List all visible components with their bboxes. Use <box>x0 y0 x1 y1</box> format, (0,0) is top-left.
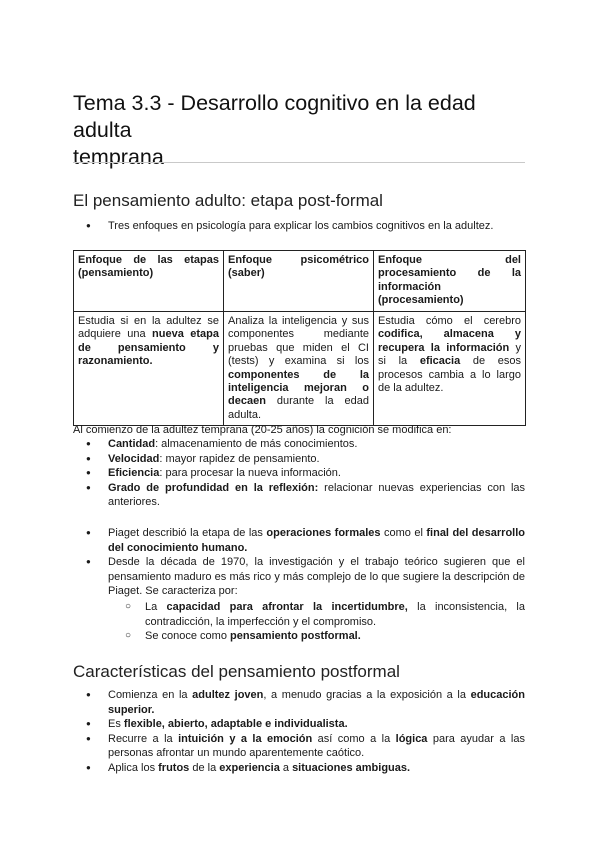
bullet-icon: ● <box>86 557 91 567</box>
item-bold-text: operaciones formales <box>266 527 381 539</box>
cell-bold-text: componentes de la inteligencia mejoran o decaen <box>228 368 369 408</box>
bullet-icon: ● <box>86 482 91 492</box>
intro-list <box>86 219 525 234</box>
list-item <box>86 452 525 467</box>
item-text: a <box>279 761 293 774</box>
item-bold-text: final del desarrollo del conocimiento humano. <box>108 527 525 554</box>
item-bold-text: lógica <box>395 732 428 745</box>
table-cell-psicometrico <box>224 312 374 426</box>
changes-list <box>86 437 526 510</box>
item-text: de la <box>189 761 220 774</box>
cell-bold-text: nueva etapa de pensamiento y razonamiento. <box>78 328 219 368</box>
item-text: como el <box>380 527 427 539</box>
bullet-icon: ● <box>86 733 91 743</box>
cell-bold-text: codifica, almacena y recupera la información <box>378 328 521 354</box>
approaches-table <box>73 250 526 426</box>
bullet-icon: ● <box>86 719 91 729</box>
item-bold-text: pensamiento postformal. <box>230 630 361 643</box>
item-text: así como a la <box>312 732 396 745</box>
table-header-cell <box>374 251 526 312</box>
cell-text: Estudia cómo el cerebro <box>378 315 521 327</box>
item-text: para ayudar a las personas afrontar un mundo aparentemente caótico. <box>108 732 525 760</box>
list-item <box>86 526 525 555</box>
list-item <box>86 555 525 599</box>
header-procesamiento: Enfoque del procesamiento de la información (procesamiento) <box>378 254 521 307</box>
characteristics-sublist <box>125 600 525 644</box>
item-text: : para procesar la nueva información. <box>159 467 341 480</box>
section-heading-pensamiento-adulto: El pensamiento adulto: etapa post-formal <box>73 191 383 210</box>
bullet-icon: ● <box>86 221 91 230</box>
intro-bullet-text: Tres enfoques en psicología para explicar los cambios cognitivos en la adultez. <box>108 220 494 232</box>
table-header-cell <box>74 251 224 312</box>
table-header-cell <box>224 251 374 312</box>
item-text: Se conoce como <box>145 630 230 643</box>
bullet-icon: ● <box>86 528 91 537</box>
item-bold-text: experiencia <box>219 761 280 774</box>
circle-bullet-icon: ○ <box>125 601 132 612</box>
cell-text: de esos procesos cambia a lo largo de la adultez. <box>378 355 521 395</box>
header-etapas: Enfoque de las etapas (pensamiento) <box>78 254 219 280</box>
title-line-2: temprana <box>73 145 164 169</box>
item-text: la inconsistencia, la contradicción, la imperfección y el compromiso. <box>145 601 525 628</box>
circle-bullet-icon: ○ <box>125 630 132 642</box>
bullet-icon: ● <box>86 690 91 699</box>
list-item <box>86 481 526 510</box>
table-cell-etapas <box>74 312 224 426</box>
cell-text: durante la edad adulta. <box>228 395 369 421</box>
list-item <box>86 219 525 234</box>
postformal-list <box>86 688 525 776</box>
bullet-icon: ● <box>86 468 91 478</box>
list-item <box>125 600 525 629</box>
list-item <box>86 688 525 717</box>
item-text: Piaget describió la etapa de las <box>108 527 267 539</box>
item-bold-text: educación superior. <box>108 689 525 716</box>
item-bold-text: adultez joven <box>192 689 264 701</box>
section-heading-postformal: Características del pensamiento postformal <box>73 662 400 681</box>
piaget-list <box>86 526 525 599</box>
item-text: La <box>145 601 167 613</box>
item-text: : mayor rapidez de pensamiento. <box>159 452 320 465</box>
item-text: relacionar nuevas experiencias con las anteriores. <box>108 481 526 509</box>
list-item <box>86 732 525 761</box>
item-text: Desde la década de 1970, la investigación y el trabajo teórico sugieren que el pensamiento maduro es más rico y más complejo de lo que sugiere la descripción de Piaget. Se caracteriza por: <box>108 556 525 598</box>
list-item <box>86 437 525 452</box>
item-text: : almacenamiento de más conocimientos. <box>155 438 358 450</box>
item-text: Aplica los <box>108 761 159 774</box>
item-text: , a menudo gracias a la exposición a la <box>263 689 471 701</box>
item-text: Recurre a la <box>108 732 179 745</box>
title-line-1: Tema 3.3 - Desarrollo cognitivo en la edad adulta <box>73 91 476 142</box>
table-cell-procesamiento <box>374 312 526 426</box>
item-bold-text: flexible, abierto, adaptable e individualista. <box>123 718 348 731</box>
page-title <box>73 90 533 171</box>
table-header-row <box>74 251 526 312</box>
item-bold-text: Velocidad <box>108 452 160 465</box>
header-psicometrico: Enfoque psicométrico (saber) <box>228 254 369 280</box>
cell-bold-text: eficacia <box>419 355 461 368</box>
item-bold-text: situaciones ambiguas. <box>292 761 411 774</box>
item-bold-text: Eficiencia <box>108 467 160 480</box>
list-item <box>86 761 525 776</box>
horizontal-divider <box>73 162 525 163</box>
item-bold-text: frutos <box>158 761 190 774</box>
after-table-paragraph: Al comienzo de la adultez temprana (20-25 años) la cognición se modifica en: <box>73 424 452 436</box>
list-item <box>86 717 525 732</box>
bullet-icon: ● <box>86 453 91 463</box>
list-item <box>86 466 525 481</box>
table-row <box>74 312 526 426</box>
cell-text: Analiza la inteligencia y sus componentes mediante pruebas que miden el CI (tests) y examina si los <box>228 315 369 368</box>
list-item <box>125 629 525 644</box>
bullet-icon: ● <box>86 439 91 448</box>
item-bold-text: intuición y a la emoción <box>178 732 313 745</box>
cell-text: y si la <box>378 341 521 368</box>
item-text: Comienza en la <box>108 689 193 701</box>
cell-text: Estudia si en la adultez se adquiere una <box>78 315 219 341</box>
item-bold-text: Cantidad <box>108 438 156 450</box>
item-bold-text: capacidad para afrontar la incertidumbre, <box>166 601 408 613</box>
item-text: Es <box>108 718 124 731</box>
item-bold-text: Grado de profundidad en la reflexión: <box>108 481 319 494</box>
bullet-icon: ● <box>86 762 91 772</box>
